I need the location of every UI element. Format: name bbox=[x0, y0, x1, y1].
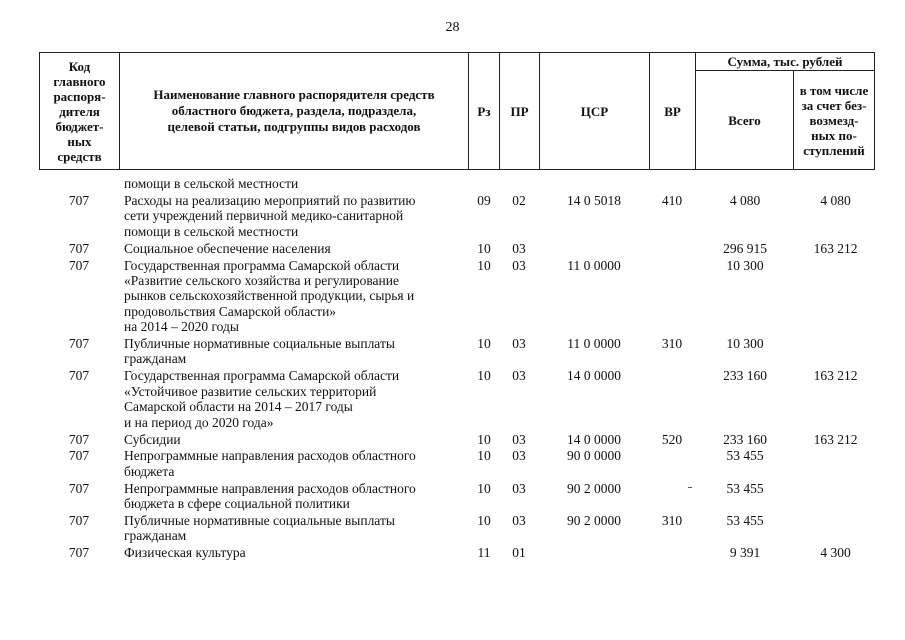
row-name bbox=[124, 513, 466, 544]
row-pr: 03 bbox=[512, 513, 526, 529]
table-row bbox=[0, 241, 905, 256]
row-total: 10 300 bbox=[726, 257, 764, 273]
row-name-line: продовольствия Самарской области» bbox=[124, 303, 337, 319]
row-code: 707 bbox=[68, 431, 90, 447]
row-csr: 90 0 0000 bbox=[567, 448, 621, 464]
header-name-line: целевой статьи, подгруппы видов расходов bbox=[167, 119, 421, 134]
header-free-line: ступлений bbox=[803, 142, 865, 158]
header-total: Всего bbox=[696, 71, 794, 170]
row-pr: 03 bbox=[512, 240, 526, 256]
row-name bbox=[124, 336, 466, 367]
row-rz: 10 bbox=[477, 257, 491, 273]
row-csr: 11 0 0000 bbox=[567, 257, 621, 273]
row-name bbox=[124, 545, 466, 560]
row-code: 707 bbox=[68, 513, 90, 529]
header-free-line: ных по- bbox=[811, 127, 857, 143]
row-code: 707 bbox=[68, 192, 90, 208]
row-vr: 310 bbox=[661, 336, 683, 352]
table-row bbox=[0, 481, 905, 512]
row-name-line: гражданам bbox=[124, 528, 187, 544]
header-code-line: ных bbox=[67, 133, 92, 149]
row-name-line: рынков сельскохозяйственной продукции, сырья и bbox=[124, 288, 415, 304]
row-name-line: сети учреждений первичной медико-санитарной bbox=[124, 208, 404, 224]
header-pr: ПР bbox=[500, 53, 540, 170]
row-name-line: бюджета в сфере социальной политики bbox=[124, 496, 350, 512]
row-code: 707 bbox=[68, 448, 90, 464]
row-name bbox=[124, 481, 466, 512]
table-row bbox=[0, 193, 905, 239]
row-total: 53 455 bbox=[726, 448, 764, 464]
row-total: 4 080 bbox=[729, 192, 761, 208]
row-name-line: Самарской области на 2014 – 2017 годы bbox=[124, 399, 353, 415]
row-name bbox=[124, 368, 466, 430]
row-free: 4 300 bbox=[820, 545, 851, 561]
row-name-line: Публичные нормативные социальные выплаты bbox=[124, 513, 395, 529]
header-code-line: Код bbox=[68, 58, 91, 74]
header-code-line: средств bbox=[57, 148, 102, 164]
row-rz: 10 bbox=[477, 431, 491, 447]
row-pr: 01 bbox=[512, 545, 526, 561]
row-name-line: «Устойчивое развитие сельских территорий bbox=[124, 383, 377, 399]
table-header bbox=[39, 52, 875, 170]
header-name-line: Наименование главного распорядителя средств bbox=[153, 87, 435, 102]
table-row bbox=[0, 545, 905, 560]
row-name bbox=[124, 193, 466, 239]
scan-mark bbox=[688, 487, 692, 488]
page-number: 28 bbox=[445, 20, 460, 35]
row-rz: 10 bbox=[477, 240, 491, 256]
row-total: 9 391 bbox=[729, 545, 761, 561]
row-code: 707 bbox=[68, 240, 90, 256]
row-csr: 14 0 5018 bbox=[567, 192, 621, 208]
row-name-line: бюджета bbox=[124, 463, 175, 479]
row-name bbox=[124, 448, 466, 479]
row-name-line: Непрограммные направления расходов областного bbox=[124, 480, 416, 496]
row-code: 707 bbox=[68, 545, 90, 561]
row-pr: 03 bbox=[512, 480, 526, 496]
row-vr: 410 bbox=[661, 192, 683, 208]
header-code-line: бюджет- bbox=[55, 118, 104, 134]
row-name bbox=[124, 241, 466, 256]
row-name bbox=[124, 176, 466, 191]
row-free: 4 080 bbox=[820, 192, 851, 208]
table-row bbox=[0, 368, 905, 430]
row-name bbox=[124, 258, 466, 335]
row-name-line: помощи в сельской местности bbox=[124, 176, 299, 191]
row-free: 163 212 bbox=[813, 368, 858, 384]
row-rz: 10 bbox=[477, 368, 491, 384]
row-name bbox=[124, 432, 466, 447]
header-code-line: распоря- bbox=[53, 88, 106, 104]
row-csr: 14 0 0000 bbox=[567, 368, 621, 384]
row-name-line: помощи в сельской местности bbox=[124, 223, 299, 239]
row-rz: 11 bbox=[477, 545, 491, 561]
header-free bbox=[794, 71, 875, 170]
header-name-line: областного бюджета, раздела, подраздела, bbox=[171, 103, 417, 118]
row-pr: 03 bbox=[512, 257, 526, 273]
row-csr: 90 2 0000 bbox=[567, 480, 621, 496]
row-rz: 10 bbox=[477, 448, 491, 464]
row-pr: 02 bbox=[512, 192, 526, 208]
row-name-line: Непрограммные направления расходов областного bbox=[124, 448, 416, 464]
row-total: 233 160 bbox=[723, 368, 767, 384]
row-total: 296 915 bbox=[723, 240, 767, 256]
row-name-line: Социальное обеспечение населения bbox=[124, 240, 331, 256]
row-name-line: «Развитие сельского хозяйства и регулирование bbox=[124, 272, 399, 288]
table-row bbox=[0, 258, 905, 335]
header-code-line: главного bbox=[53, 73, 106, 89]
header-free-line: в том числе bbox=[799, 82, 869, 98]
header-free-line: за счет без- bbox=[801, 97, 867, 113]
row-name-line: гражданам bbox=[124, 351, 187, 367]
row-pr: 03 bbox=[512, 448, 526, 464]
row-vr: 310 bbox=[661, 513, 683, 529]
row-vr: 520 bbox=[661, 431, 683, 447]
row-code: 707 bbox=[68, 257, 90, 273]
row-code: 707 bbox=[68, 368, 90, 384]
table-body bbox=[0, 176, 905, 562]
table-row bbox=[0, 513, 905, 544]
row-csr: 90 2 0000 bbox=[567, 513, 621, 529]
row-total: 53 455 bbox=[726, 480, 764, 496]
row-free: 163 212 bbox=[813, 431, 858, 447]
row-total: 10 300 bbox=[726, 336, 764, 352]
row-code: 707 bbox=[68, 480, 90, 496]
row-total: 53 455 bbox=[726, 513, 764, 529]
row-pr: 03 bbox=[512, 336, 526, 352]
row-name-line: Расходы на реализацию мероприятий по развитию bbox=[124, 192, 416, 208]
row-name-line: Физическая культура bbox=[124, 545, 246, 561]
table-row bbox=[0, 432, 905, 447]
row-name-line: на 2014 – 2020 годы bbox=[124, 319, 239, 335]
header-amount: Сумма, тыс. рублей bbox=[696, 53, 875, 71]
row-total: 233 160 bbox=[723, 431, 767, 447]
table-row bbox=[0, 176, 905, 191]
header-rz: Рз bbox=[469, 53, 500, 170]
header-free-line: возмезд- bbox=[809, 112, 859, 128]
row-name-line: Государственная программа Самарской области bbox=[124, 368, 400, 384]
row-name-line: Субсидии bbox=[124, 431, 181, 447]
header-vr: ВР bbox=[650, 53, 696, 170]
row-csr: 14 0 0000 bbox=[567, 431, 621, 447]
row-pr: 03 bbox=[512, 368, 526, 384]
header-code-line: дителя bbox=[59, 103, 100, 119]
row-rz: 10 bbox=[477, 513, 491, 529]
table-row bbox=[0, 448, 905, 479]
row-free: 163 212 bbox=[813, 240, 858, 256]
header-name bbox=[120, 53, 469, 170]
header-csr: ЦСР bbox=[540, 53, 650, 170]
row-pr: 03 bbox=[512, 431, 526, 447]
header-code bbox=[40, 53, 120, 170]
row-code: 707 bbox=[68, 336, 90, 352]
row-rz: 09 bbox=[477, 192, 491, 208]
row-name-line: и на период до 2020 года» bbox=[124, 414, 274, 430]
row-rz: 10 bbox=[477, 480, 491, 496]
row-csr: 11 0 0000 bbox=[567, 336, 621, 352]
table-row bbox=[0, 336, 905, 367]
row-rz: 10 bbox=[477, 336, 491, 352]
row-name-line: Публичные нормативные социальные выплаты bbox=[124, 336, 395, 352]
row-name-line: Государственная программа Самарской области bbox=[124, 257, 400, 273]
